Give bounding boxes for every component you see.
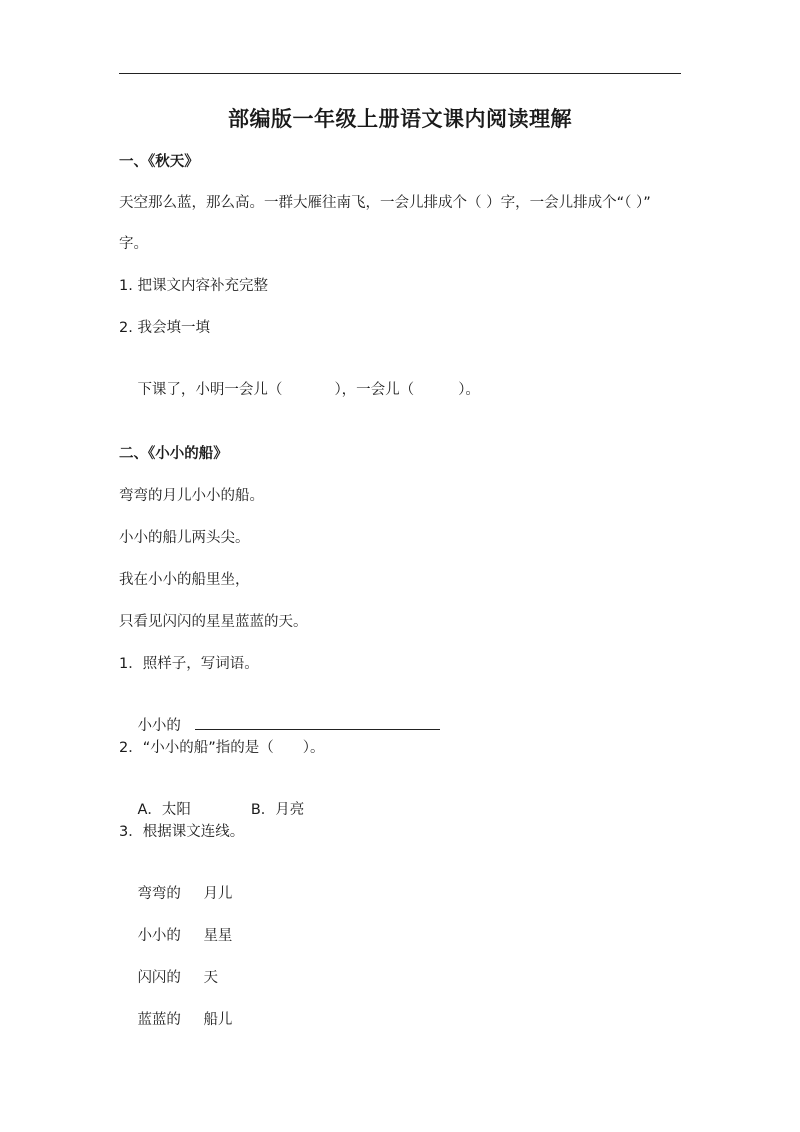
match-right-item[interactable]: 月儿 bbox=[203, 886, 233, 902]
fill-sentence-part-b: ），一会儿（ bbox=[334, 382, 415, 398]
option-b[interactable]: B．月亮 bbox=[250, 802, 305, 818]
section1-passage-line1: 天空那么蓝，那么高。一群大雁往南飞，一会儿排成个（ ）字，一会儿排成个“（ ）” bbox=[119, 195, 651, 211]
match-row bbox=[119, 990, 232, 1050]
section2-question1: 1．照样子，写词语。 bbox=[119, 656, 259, 672]
section1-question1: 1. 把课文内容补充完整 bbox=[119, 278, 268, 294]
section1-fill-sentence bbox=[119, 360, 480, 420]
section2-heading: 二、《小小的船》 bbox=[119, 446, 228, 462]
example-word: 小小的 bbox=[137, 718, 181, 734]
match-left-item[interactable]: 小小的 bbox=[137, 928, 181, 944]
match-right-item[interactable]: 天 bbox=[203, 970, 218, 986]
poem-line-4: 只看见闪闪的星星蓝蓝的天。 bbox=[119, 614, 308, 630]
section2-question2: 2．“小小的船”指的是（ ）。 bbox=[119, 740, 325, 756]
header-rule bbox=[119, 73, 681, 74]
match-left-item[interactable]: 蓝蓝的 bbox=[137, 1012, 181, 1028]
section1-passage-line2: 字。 bbox=[119, 236, 148, 252]
match-right-item[interactable]: 星星 bbox=[203, 928, 233, 944]
poem-line-1: 弯弯的月儿小小的船。 bbox=[119, 488, 264, 504]
fill-sentence-part-c: ）。 bbox=[458, 382, 480, 398]
match-left-item[interactable]: 闪闪的 bbox=[137, 970, 181, 986]
match-left-item[interactable]: 弯弯的 bbox=[137, 886, 181, 902]
answer-underline[interactable] bbox=[195, 717, 440, 730]
section1-heading: 一、《秋天》 bbox=[119, 154, 199, 170]
match-right-item[interactable]: 船儿 bbox=[203, 1012, 233, 1028]
fill-sentence-part-a: 下课了，小明一会儿（ bbox=[137, 382, 283, 398]
section1-question2: 2. 我会填一填 bbox=[119, 320, 210, 336]
option-a[interactable]: A．太阳 bbox=[137, 802, 191, 818]
poem-line-2: 小小的船儿两头尖。 bbox=[119, 530, 250, 546]
poem-line-3: 我在小小的船里坐， bbox=[119, 572, 250, 588]
section2-question3: 3．根据课文连线。 bbox=[119, 824, 245, 840]
document-title: 部编版一年级上册语文课内阅读理解 bbox=[228, 106, 572, 131]
